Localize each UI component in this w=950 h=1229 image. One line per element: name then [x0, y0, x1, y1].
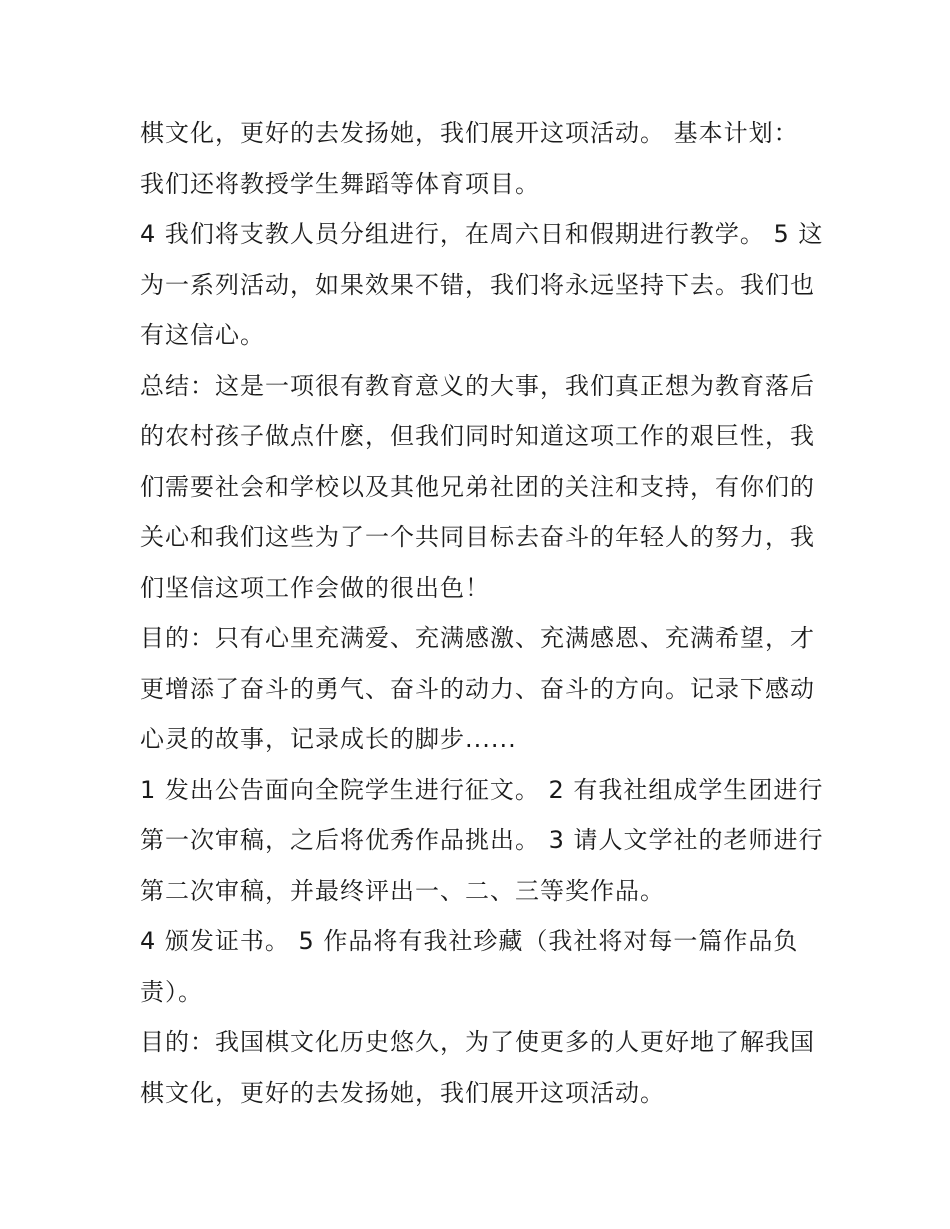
text-line: 们坚信这项工作会做的很出色！ — [140, 573, 490, 602]
text-line: 4 我们将支教人员分组进行，在周六日和假期进行教学。 5 这 — [140, 220, 824, 248]
text-line: 们需要社会和学校以及其他兄弟社团的关注和支持，有你们的 — [140, 472, 815, 501]
text-line: 有这信心。 — [140, 321, 265, 349]
text-line: 4 颁发证书。 5 作品将有我社珍藏（我社将对每一篇作品负 — [140, 927, 799, 955]
text-line: 棋文化，更好的去发扬她，我们展开这项活动。 — [140, 1078, 665, 1107]
text-line: 关心和我们这些为了一个共同目标去奋斗的年轻人的努力，我 — [140, 523, 815, 551]
text-line: 责）。 — [140, 977, 203, 1006]
text-line: 目的：只有心里充满爱、充满感激、充满感恩、充满希望，才 — [140, 624, 815, 652]
text-line: 第一次审稿，之后将优秀作品挑出。 3 请人文学社的老师进行 — [140, 826, 824, 854]
text-line: 总结：这是一项很有教育意义的大事，我们真正想为教育落后 — [140, 371, 815, 400]
document-body — [140, 108, 824, 1118]
text-line: 棋文化，更好的去发扬她，我们展开这项活动。 基本计划： — [140, 119, 799, 147]
text-line: 目的：我国棋文化历史悠久，为了使更多的人更好地了解我国 — [140, 1028, 815, 1056]
text-line: 心灵的故事，记录成长的脚步...... — [140, 725, 517, 753]
text-line: 第二次审稿，并最终评出一、二、三等奖作品。 — [140, 876, 665, 905]
text-line: 更增添了奋斗的勇气、奋斗的动力、奋斗的方向。记录下感动 — [140, 674, 815, 703]
text-line: 1 发出公告面向全院学生进行征文。 2 有我社组成学生团进行 — [140, 775, 824, 804]
text-line: 的农村孩子做点什麽，但我们同时知道这项工作的艰巨性，我 — [140, 422, 815, 450]
text-line: 我们还将教授学生舞蹈等体育项目。 — [140, 169, 540, 198]
text-line: 为一系列活动，如果效果不错，我们将永远坚持下去。我们也 — [140, 270, 815, 299]
